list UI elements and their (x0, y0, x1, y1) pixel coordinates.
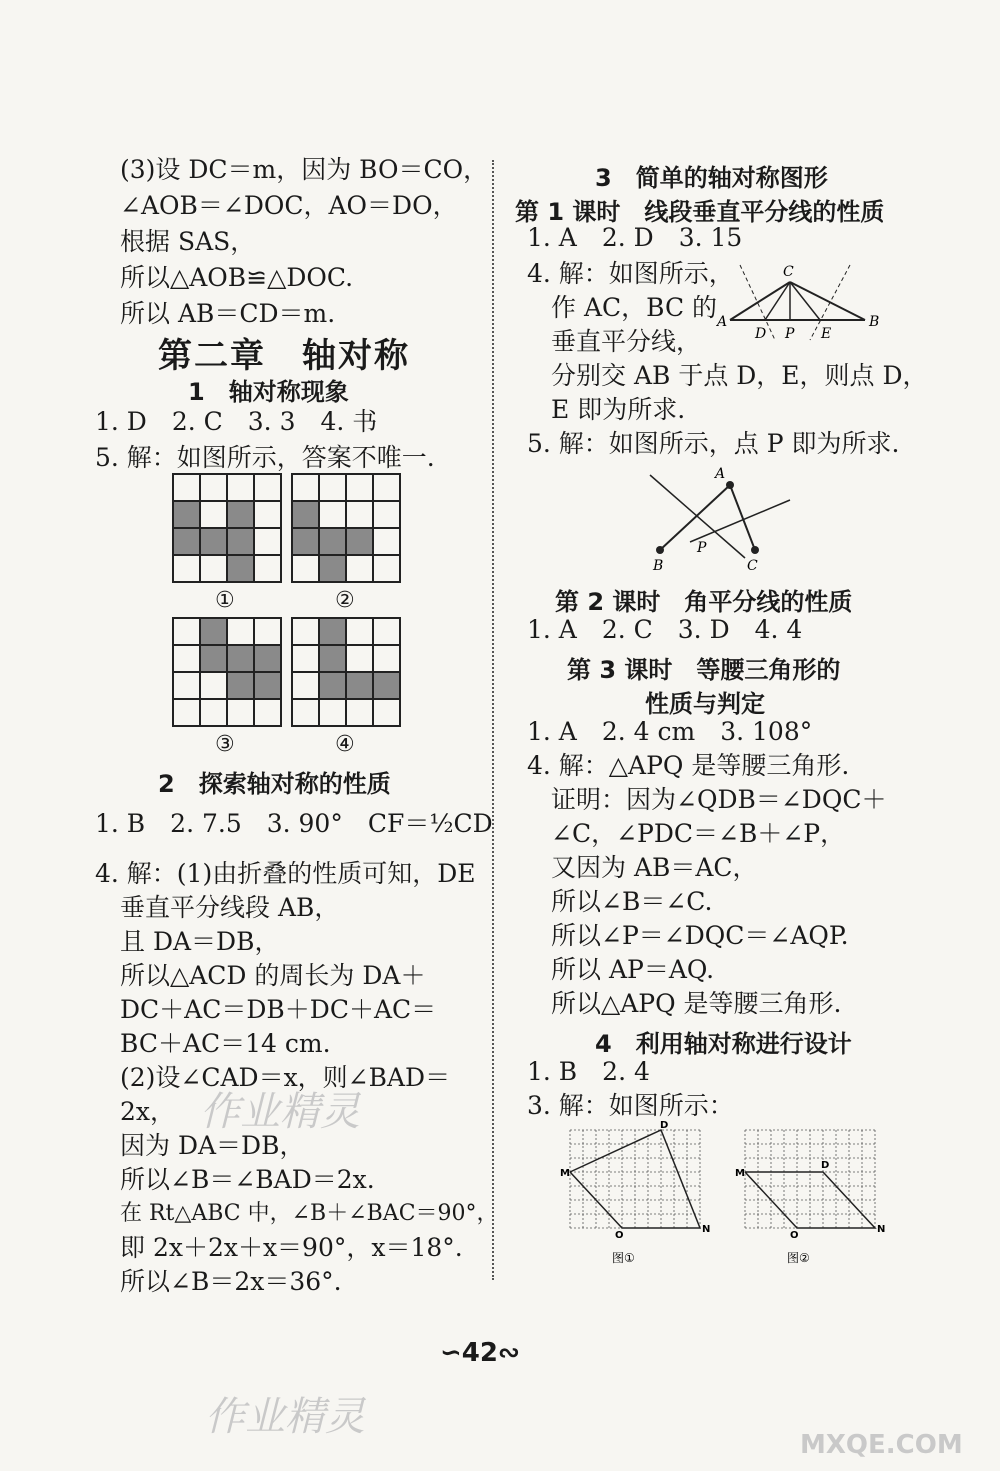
design-figure-2 (735, 1120, 895, 1270)
grid-figure-4 (291, 617, 401, 727)
answer-line: DC＋AC＝DB＋DC＋AC＝ (120, 995, 437, 1024)
answer-line: 因为 DA＝DB， (120, 1131, 305, 1160)
answer-line: 所以△APQ 是等腰三角形. (551, 989, 842, 1018)
answer-line: ∠C，∠PDC＝∠B＋∠P， (551, 819, 846, 848)
fig-label: P (697, 540, 707, 556)
ornament-right-icon: ∾ (497, 1338, 520, 1368)
answer-line: 分别交 AB 于点 D，E，则点 D， (551, 361, 928, 390)
perpendicular-bisector-figure (715, 260, 885, 345)
answer-line: 4. 解：(1)由折叠的性质可知，DE (95, 859, 476, 888)
site-watermark: MXQE.COM (800, 1430, 963, 1460)
answer-line: BC＋AC＝14 cm. (120, 1029, 331, 1058)
answer-line: 5. 解：如图所示，答案不唯一. (95, 443, 435, 472)
answer-line: 所以∠B＝∠BAD＝2x. (120, 1165, 375, 1194)
lesson-title: 性质与判定 (645, 690, 765, 718)
answer-line: 4. 解：如图所示， (527, 259, 734, 288)
answer-line: 在 Rt△ABC 中，∠B＋∠BAC＝90°， (120, 1201, 499, 1226)
page-number (440, 1338, 520, 1368)
column-divider (492, 160, 494, 1280)
fig-label: A (717, 314, 728, 330)
answer-line: 3. 解：如图所示： (527, 1091, 734, 1120)
answer-line: 作 AC，BC 的 (551, 293, 718, 322)
prev-answer-line: ∠AOB＝∠DOC，AO＝DO， (120, 191, 458, 220)
answer-line: (2)设∠CAD＝x，则∠BAD＝ (120, 1063, 451, 1092)
fig-caption: 图① (612, 1251, 635, 1265)
fig-label: B (653, 558, 664, 574)
answer-line: 1. A 2. D 3. 15 (527, 223, 743, 252)
watermark: 作业精灵 (200, 1089, 360, 1135)
fig-label: D (755, 326, 767, 342)
fig-label: N (702, 1224, 711, 1235)
answer-line: 又因为 AB＝AC， (551, 853, 758, 882)
grid-label: ② (335, 588, 355, 613)
answer-line: 所以 AP＝AQ. (551, 955, 715, 984)
fig-label: O (790, 1230, 799, 1241)
answer-line: 证明：因为∠QDB＝∠DQC＋ (551, 785, 887, 814)
section-title: 1 轴对称现象 (188, 378, 349, 406)
lesson-title: 第 3 课时 等腰三角形的 (567, 656, 841, 684)
grid-figure-3 (172, 617, 282, 727)
fig-label: C (747, 558, 758, 574)
page-number-text: 42 (461, 1338, 498, 1368)
answer-line: 4. 解：△APQ 是等腰三角形. (527, 751, 850, 780)
answer-line: 所以∠P＝∠DQC＝∠AQP. (551, 921, 849, 950)
prev-answer-line: 根据 SAS， (120, 227, 256, 256)
ornament-left-icon: ∽ (440, 1338, 462, 1368)
watermark: 作业精灵 (205, 1394, 365, 1440)
answer-line: 1. D 2. C 3. 3 4. 书 (95, 407, 378, 436)
prev-answer-line: 所以 AB＝CD＝m. (120, 299, 336, 328)
fig-label: E (821, 326, 832, 342)
fig-label: A (715, 466, 726, 482)
fig-caption: 图② (787, 1251, 810, 1265)
answer-line: 5. 解：如图所示，点 P 即为所求. (527, 429, 900, 458)
grid-label: ① (215, 588, 235, 613)
fig-label: N (877, 1224, 886, 1235)
grid-figure-2 (291, 473, 401, 583)
answer-line: 所以∠B＝2x＝36°. (120, 1267, 342, 1296)
design-figure-1 (560, 1120, 720, 1270)
fig-label: P (785, 326, 795, 342)
fig-label: D (821, 1160, 830, 1171)
fig-label: B (869, 314, 880, 330)
section-title: 2 探索轴对称的性质 (158, 770, 391, 798)
answer-line: 即 2x＋2x＋x＝90°，x＝18°. (120, 1233, 463, 1262)
lesson-title: 第 1 课时 线段垂直平分线的性质 (515, 198, 885, 226)
angle-bisector-figure (635, 460, 805, 575)
chapter-title: 第二章 轴对称 (158, 336, 410, 376)
fig-label: D (660, 1120, 669, 1131)
answer-line: E 即为所求. (551, 395, 686, 424)
fig-label: M (735, 1168, 745, 1179)
answer-line: 且 DA＝DB， (120, 927, 280, 956)
fig-label: M (560, 1168, 570, 1179)
answer-line: 所以∠B＝∠C. (551, 887, 713, 916)
answer-line: 垂直平分线段 AB， (120, 893, 340, 922)
answer-line: 2x， (120, 1097, 176, 1126)
answer-line: 1. A 2. C 3. D 4. 4 (527, 615, 803, 644)
section-title: 4 利用轴对称进行设计 (595, 1030, 852, 1058)
answer-line: 1. B 2. 4 (527, 1057, 650, 1086)
answer-line: 垂直平分线， (551, 327, 702, 356)
grid-label: ③ (215, 732, 235, 757)
prev-answer-line: (3)设 DC＝m，因为 BO＝CO， (120, 155, 489, 184)
grid-figure-1 (172, 473, 282, 583)
answer-line: 所以△ACD 的周长为 DA＋ (120, 961, 426, 990)
fig-label: C (783, 264, 794, 280)
lesson-title: 第 2 课时 角平分线的性质 (555, 588, 853, 616)
answer-line: 1. B 2. 7.5 3. 90° CF＝½CD (95, 809, 493, 838)
answer-line: 1. A 2. 4 cm 3. 108° (527, 717, 813, 746)
fig-label: O (615, 1230, 624, 1241)
grid-label: ④ (335, 732, 355, 757)
prev-answer-line: 所以△AOB≌△DOC. (120, 263, 354, 292)
section-title: 3 简单的轴对称图形 (595, 164, 828, 192)
